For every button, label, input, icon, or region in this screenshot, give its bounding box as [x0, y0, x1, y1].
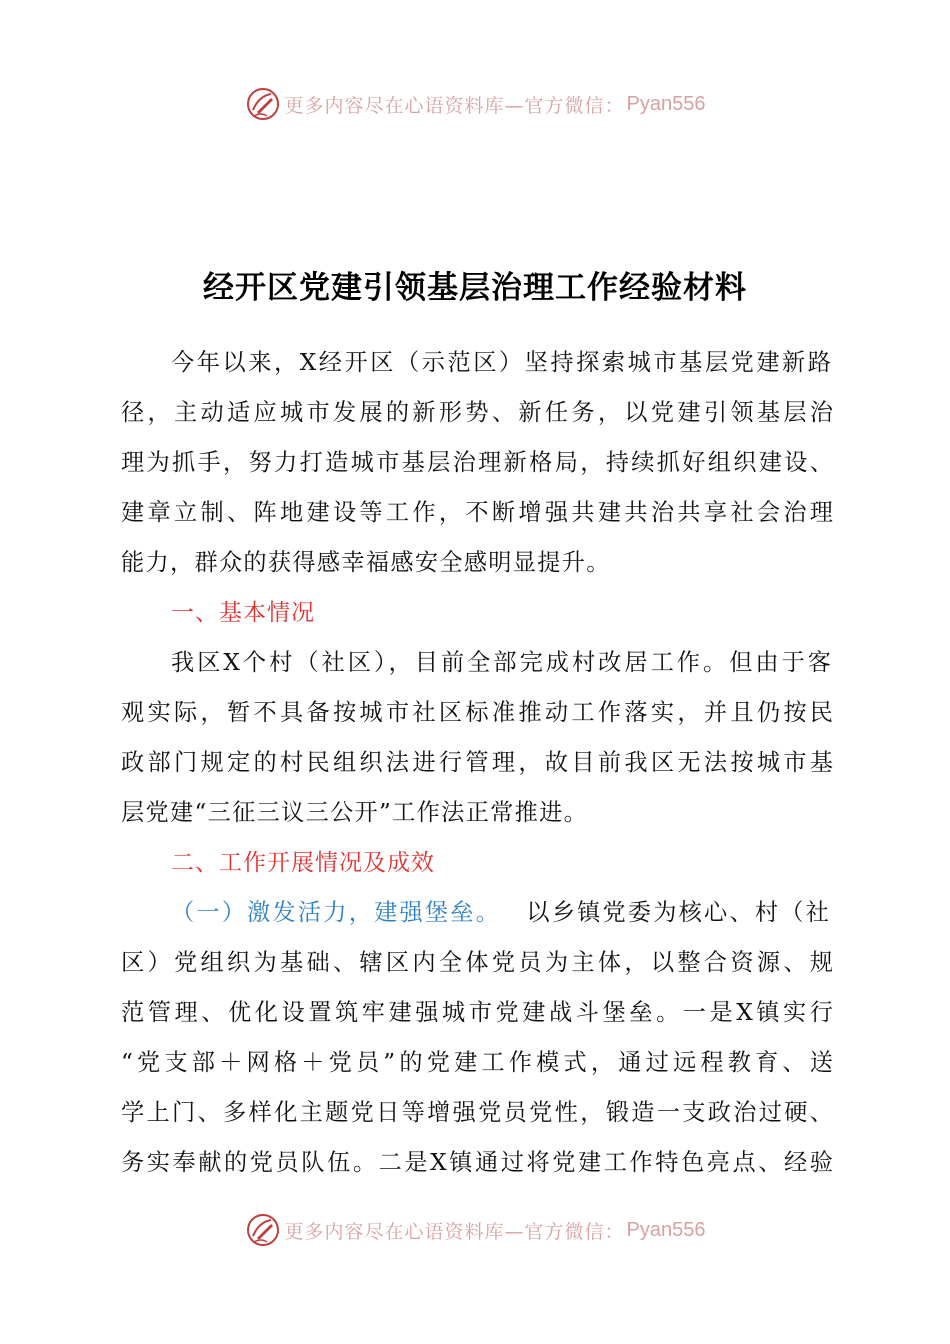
- text-line: 政部门规定的村民组织法进行管理，故目前我区无法按城市基: [121, 749, 833, 776]
- text-line: 我区X个村（社区），目前全部完成村改居工作。但由于客: [171, 649, 831, 676]
- text-segment: 以乡镇党委为核心、村（社: [526, 899, 831, 926]
- text-line: 范管理、优化设置筑牢建强城市党建战斗堡垒。一是X镇实行: [121, 999, 833, 1026]
- pen-logo-icon: [245, 1212, 281, 1248]
- text-line: [171, 898, 831, 928]
- text-line: 学上门、多样化主题党日等增强党员党性，锻造一支政治过硬、: [121, 1099, 833, 1126]
- text-line: 理为抓手，努力打造城市基层治理新格局，持续抓好组织建设、: [121, 449, 833, 476]
- pen-logo-icon: [245, 86, 281, 122]
- text-line: 今年以来，X经开区（示范区）坚持探索城市基层党建新路: [171, 349, 831, 376]
- text-line: 建章立制、阵地建设等工作，不断增强共建共治共享社会治理: [121, 499, 833, 526]
- text-line: 能力，群众的获得感幸福感安全感明显提升。: [121, 549, 611, 576]
- watermark-wechat-id: Pyan556: [626, 1218, 706, 1241]
- text-line: 务实奉献的党员队伍。二是X镇通过将党建工作特色亮点、经验: [121, 1149, 833, 1176]
- text-line: 区）党组织为基础、辖区内全体党员为主体，以整合资源、规: [121, 949, 833, 976]
- footer-watermark: [0, 1210, 950, 1250]
- header-watermark: [0, 84, 950, 124]
- document-title: 经开区党建引领基层治理工作经验材料: [203, 270, 747, 306]
- watermark-text: 更多内容尽在心语资料库—官方微信：: [284, 1220, 625, 1243]
- subheading-vitality: （一）激发活力，建强堡垒。: [171, 899, 502, 926]
- text-line: 径，主动适应城市发展的新形势、新任务，以党建引领基层治: [121, 399, 833, 426]
- section-heading-progress: 二、工作开展情况及成效: [171, 850, 435, 876]
- text-line: 层党建“三征三议三公开”工作法正常推进。: [121, 799, 589, 826]
- section-heading-basic: 一、基本情况: [171, 600, 315, 626]
- text-line: “党支部＋网格＋党员”的党建工作模式，通过远程教育、送: [121, 1049, 833, 1076]
- watermark-wechat-id: Pyan556: [626, 92, 706, 115]
- text-line: 观实际，暂不具备按城市社区标准推动工作落实，并且仍按民: [121, 699, 833, 726]
- watermark-text: 更多内容尽在心语资料库—官方微信：: [284, 94, 625, 117]
